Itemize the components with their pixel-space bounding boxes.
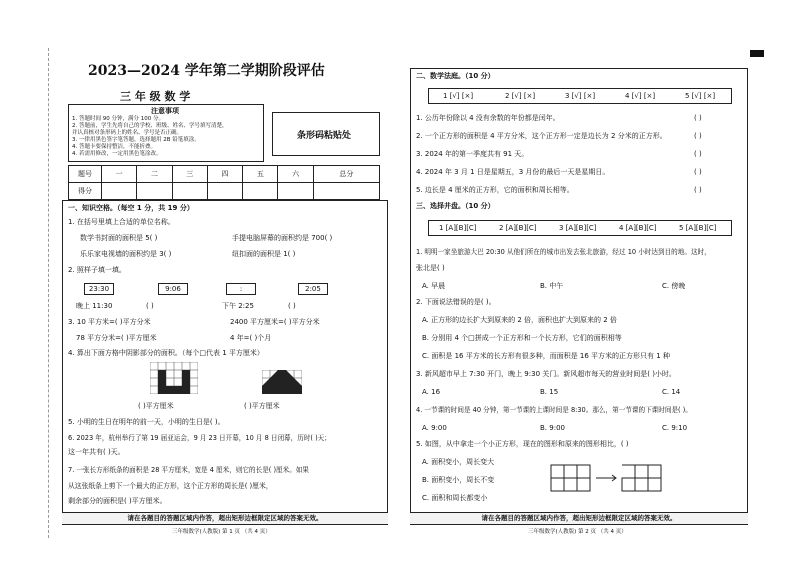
tf-option-row	[428, 88, 732, 104]
q4-answer[interactable]: ( )平方厘米	[244, 402, 280, 410]
mc-choice[interactable]: A. 9:00	[422, 424, 447, 432]
grid-figure-trapezoid	[262, 370, 302, 394]
section1-title: 一、知识空格。（每空 1 分，共 19 分）	[68, 204, 194, 212]
barcode-box	[272, 112, 380, 156]
section3-title: 三、选择井盘。（10 分）	[416, 202, 495, 210]
note-line: 3. 一律用黑色签字笔答题，选择题用 2B 铅笔填涂。	[72, 137, 200, 143]
mc-choice[interactable]: A. 面积变小，周长变大	[422, 458, 495, 466]
q7-text[interactable]: 7. 一张长方形纸条的面积是 28 平方厘米，宽是 4 厘米，则它的长是( )厘米。如果	[68, 466, 310, 474]
tf-item: 3. 2024 年的第一季度共有 91 天。	[416, 150, 529, 158]
tf-item: 2. 一个正方形的面积是 4 平方分米，这个正方形一定是边长为 2 分米的正方形。	[416, 132, 667, 140]
mc-choice[interactable]: A. 16	[422, 388, 441, 396]
section2-title: 二、数学法庭。（10 分）	[416, 72, 495, 80]
tf-item: 5. 边长是 4 厘米的正方形，它的面积和周长相等。	[416, 186, 574, 194]
score-cell[interactable]	[102, 183, 137, 200]
exam-title: 2023—2024 学年第二学期阶段评估	[88, 63, 325, 79]
note-line: 1. 答题时间 90 分钟，满分 100 分。	[72, 116, 164, 122]
clock-display: 2:05	[298, 283, 328, 295]
tf-option[interactable]: 2 [√] [×]	[505, 92, 536, 100]
q1-text: 1. 在括号里填上合适的单位名称。	[68, 218, 175, 226]
score-cell[interactable]	[137, 183, 172, 200]
score-header-cell: 五	[243, 166, 278, 183]
tf-option[interactable]: 1 [√] [×]	[443, 92, 474, 100]
footer-notice: 请在各题目的答题区域内作答，超出矩形边框限定区域的答案无效。	[127, 514, 323, 522]
q4-answer[interactable]: ( )平方厘米	[138, 402, 174, 410]
mc-option[interactable]: 3 [A][B][C]	[559, 224, 597, 232]
q3-line[interactable]: 2400 平方厘米=( )平方分米	[230, 318, 320, 326]
q3-line[interactable]: 78 平方分米=( )平方厘米	[76, 334, 157, 342]
note-line: 2. 答题前，学生先将自己的学校、班级、姓名、学号填写清楚，	[72, 123, 228, 129]
mc-option[interactable]: 2 [A][B][C]	[499, 224, 537, 232]
mc2-text[interactable]: 2. 下面说法错误的是( )。	[416, 298, 496, 306]
mc-choice[interactable]: C. 14	[662, 388, 681, 396]
corner-mark	[750, 50, 764, 57]
tf-option[interactable]: 3 [√] [×]	[565, 92, 596, 100]
barcode-label: 条形码粘贴处	[297, 131, 352, 141]
note-line: 4. 若需用修改，一定用黑色笔涂改。	[72, 151, 162, 157]
page-number: 三年级数学(人教版) 第 1 页 （共 4 页）	[172, 529, 271, 535]
tf-bracket[interactable]: ( )	[694, 168, 702, 176]
mc-choice[interactable]: A. 正方形的边长扩大到原来的 2 倍，面积也扩大到原来的 2 倍	[422, 316, 617, 324]
score-header-cell: 二	[137, 166, 172, 183]
q1-item[interactable]: 纽扣面的面积是 1( )	[232, 250, 296, 258]
clock-display: :	[226, 283, 256, 295]
mc-choice[interactable]: B. 中午	[540, 282, 564, 290]
page-number: 三年级数学(人教版) 第 2 页 （共 4 页）	[528, 529, 627, 535]
mc-option[interactable]: 1 [A][B][C]	[439, 224, 477, 232]
q1-item[interactable]: 乐乐家电视墙的面积约是 3( )	[80, 250, 172, 258]
tf-item: 1. 公历年份除以 4 没有余数的年份都是闰年。	[416, 114, 560, 122]
note-line: 并认真核对条形码上的姓名、学号是否正确。	[72, 130, 183, 136]
tf-item: 4. 2024 年 3 月 1 日是星期五，3 月份的最后一天是星期日。	[416, 168, 610, 176]
binding-margin-line	[48, 48, 49, 538]
exam-subtitle: 三 年 级 数 学	[120, 90, 191, 103]
tf-bracket[interactable]: ( )	[694, 114, 702, 122]
score-header-cell: 三	[172, 166, 207, 183]
q6-text[interactable]: 6. 2023 年，杭州举行了第 19 届亚运会，9 月 23 日开幕，10 月 8 日闭幕，历时( )天；	[68, 434, 331, 442]
mc5-text[interactable]: 5. 如图，从中拿走一个小正方形，现在的图形和原来的图形相比，( )	[416, 440, 629, 448]
clock-label[interactable]: ( )	[146, 302, 154, 310]
mc1-text-2[interactable]: 张北是( )	[416, 264, 445, 272]
score-cell[interactable]	[278, 183, 313, 200]
score-header-cell: 总分	[313, 166, 379, 183]
score-cell[interactable]	[313, 183, 379, 200]
mc-choice[interactable]: A. 早晨	[422, 282, 446, 290]
clock-label: 下午 2:25	[222, 302, 254, 310]
q7-text-3[interactable]: 剩余部分的面积是( )平方厘米。	[68, 497, 167, 505]
clock-label[interactable]: ( )	[288, 302, 296, 310]
score-row-label: 得分	[69, 183, 102, 200]
clock-display: 9:06	[158, 283, 188, 295]
tf-bracket[interactable]: ( )	[694, 186, 702, 194]
right-page	[400, 0, 794, 561]
clock-display: 23:30	[84, 283, 114, 295]
mc-choice[interactable]: C. 傍晚	[662, 282, 686, 290]
mc1-text: 1. 明明一家坐旅游大巴 20:30 从他们所在的城市出发去张北旅游，经过 10 小时达到目的地。这时，	[416, 248, 711, 256]
q2-text: 2. 照样子填一填。	[68, 266, 126, 274]
mc-option[interactable]: 4 [A][B][C]	[619, 224, 657, 232]
mc-option[interactable]: 5 [A][B][C]	[679, 224, 717, 232]
q4-text: 4. 算出下面方格中阴影部分的面积。（每个□代表 1 平方厘米）	[68, 349, 264, 357]
footer-notice-bar	[410, 512, 748, 525]
tf-bracket[interactable]: ( )	[694, 132, 702, 140]
squares-figure	[550, 464, 670, 492]
mc-choice[interactable]: B. 9:00	[540, 424, 565, 432]
clock-label: 晚上 11:30	[76, 302, 113, 310]
mc-choice[interactable]: B. 面积变小，周长不变	[422, 476, 495, 484]
q1-item[interactable]: 手提电脑屏幕的面积约是 700( )	[232, 234, 333, 242]
notes-header: 注意事项	[151, 107, 179, 115]
score-header-cell: 一	[102, 166, 137, 183]
score-cell[interactable]	[172, 183, 207, 200]
mc-choice[interactable]: C. 面积是 16 平方米的长方形有很多种，而面积是 16 平方米的正方形只有 1 种	[422, 352, 670, 360]
note-line: 4. 答题卡要保持整洁，不能折叠。	[72, 144, 156, 150]
score-cell[interactable]	[207, 183, 242, 200]
notes-box	[68, 104, 264, 162]
q1-item[interactable]: 数学书封面的面积是 5( )	[80, 234, 158, 242]
tf-option[interactable]: 4 [√] [×]	[625, 92, 656, 100]
grid-figure-u-shape	[150, 362, 198, 394]
q3-line[interactable]: 3. 10 平方米=( )平方分米	[68, 318, 151, 326]
score-table	[68, 165, 380, 200]
q7-text-2[interactable]: 从这张纸条上剪下一个最大的正方形，这个正方形的周长是( )厘米，	[68, 482, 273, 490]
mc-choice[interactable]: B. 15	[540, 388, 559, 396]
q6-text-2[interactable]: 这一年共有( )天。	[68, 448, 125, 456]
mc-choice[interactable]: B. 分别用 4 个□拼成一个正方形和一个长方形，它们的面积相等	[422, 334, 622, 342]
score-header-cell: 六	[278, 166, 313, 183]
score-header-cell: 题号	[69, 166, 102, 183]
footer-notice: 请在各题目的答题区域内作答，超出矩形边框限定区域的答案无效。	[481, 514, 677, 522]
mc-choice[interactable]: C. 9:10	[662, 424, 688, 432]
score-cell[interactable]	[243, 183, 278, 200]
footer-notice-bar	[62, 512, 388, 525]
q3-line[interactable]: 4 年=( )个月	[230, 334, 272, 342]
mc-option-row	[428, 220, 732, 236]
mc-choice[interactable]: C. 面积和周长都变小	[422, 494, 488, 502]
score-header-cell: 四	[207, 166, 242, 183]
tf-bracket[interactable]: ( )	[694, 150, 702, 158]
tf-option[interactable]: 5 [√] [×]	[685, 92, 716, 100]
mc4-text[interactable]: 4. 一节课的时间是 40 分钟，第一节课的上课时间是 8:30。那么，第一节课的下课时间是( )。	[416, 406, 692, 414]
mc3-text[interactable]: 3. 新风超市早上 7:30 开门，晚上 9:30 关门。新风超市每天的营业时间是( )小时。	[416, 370, 676, 378]
q5-text[interactable]: 5. 小明的生日在明年的前一天，小明的生日是( )。	[68, 418, 225, 426]
